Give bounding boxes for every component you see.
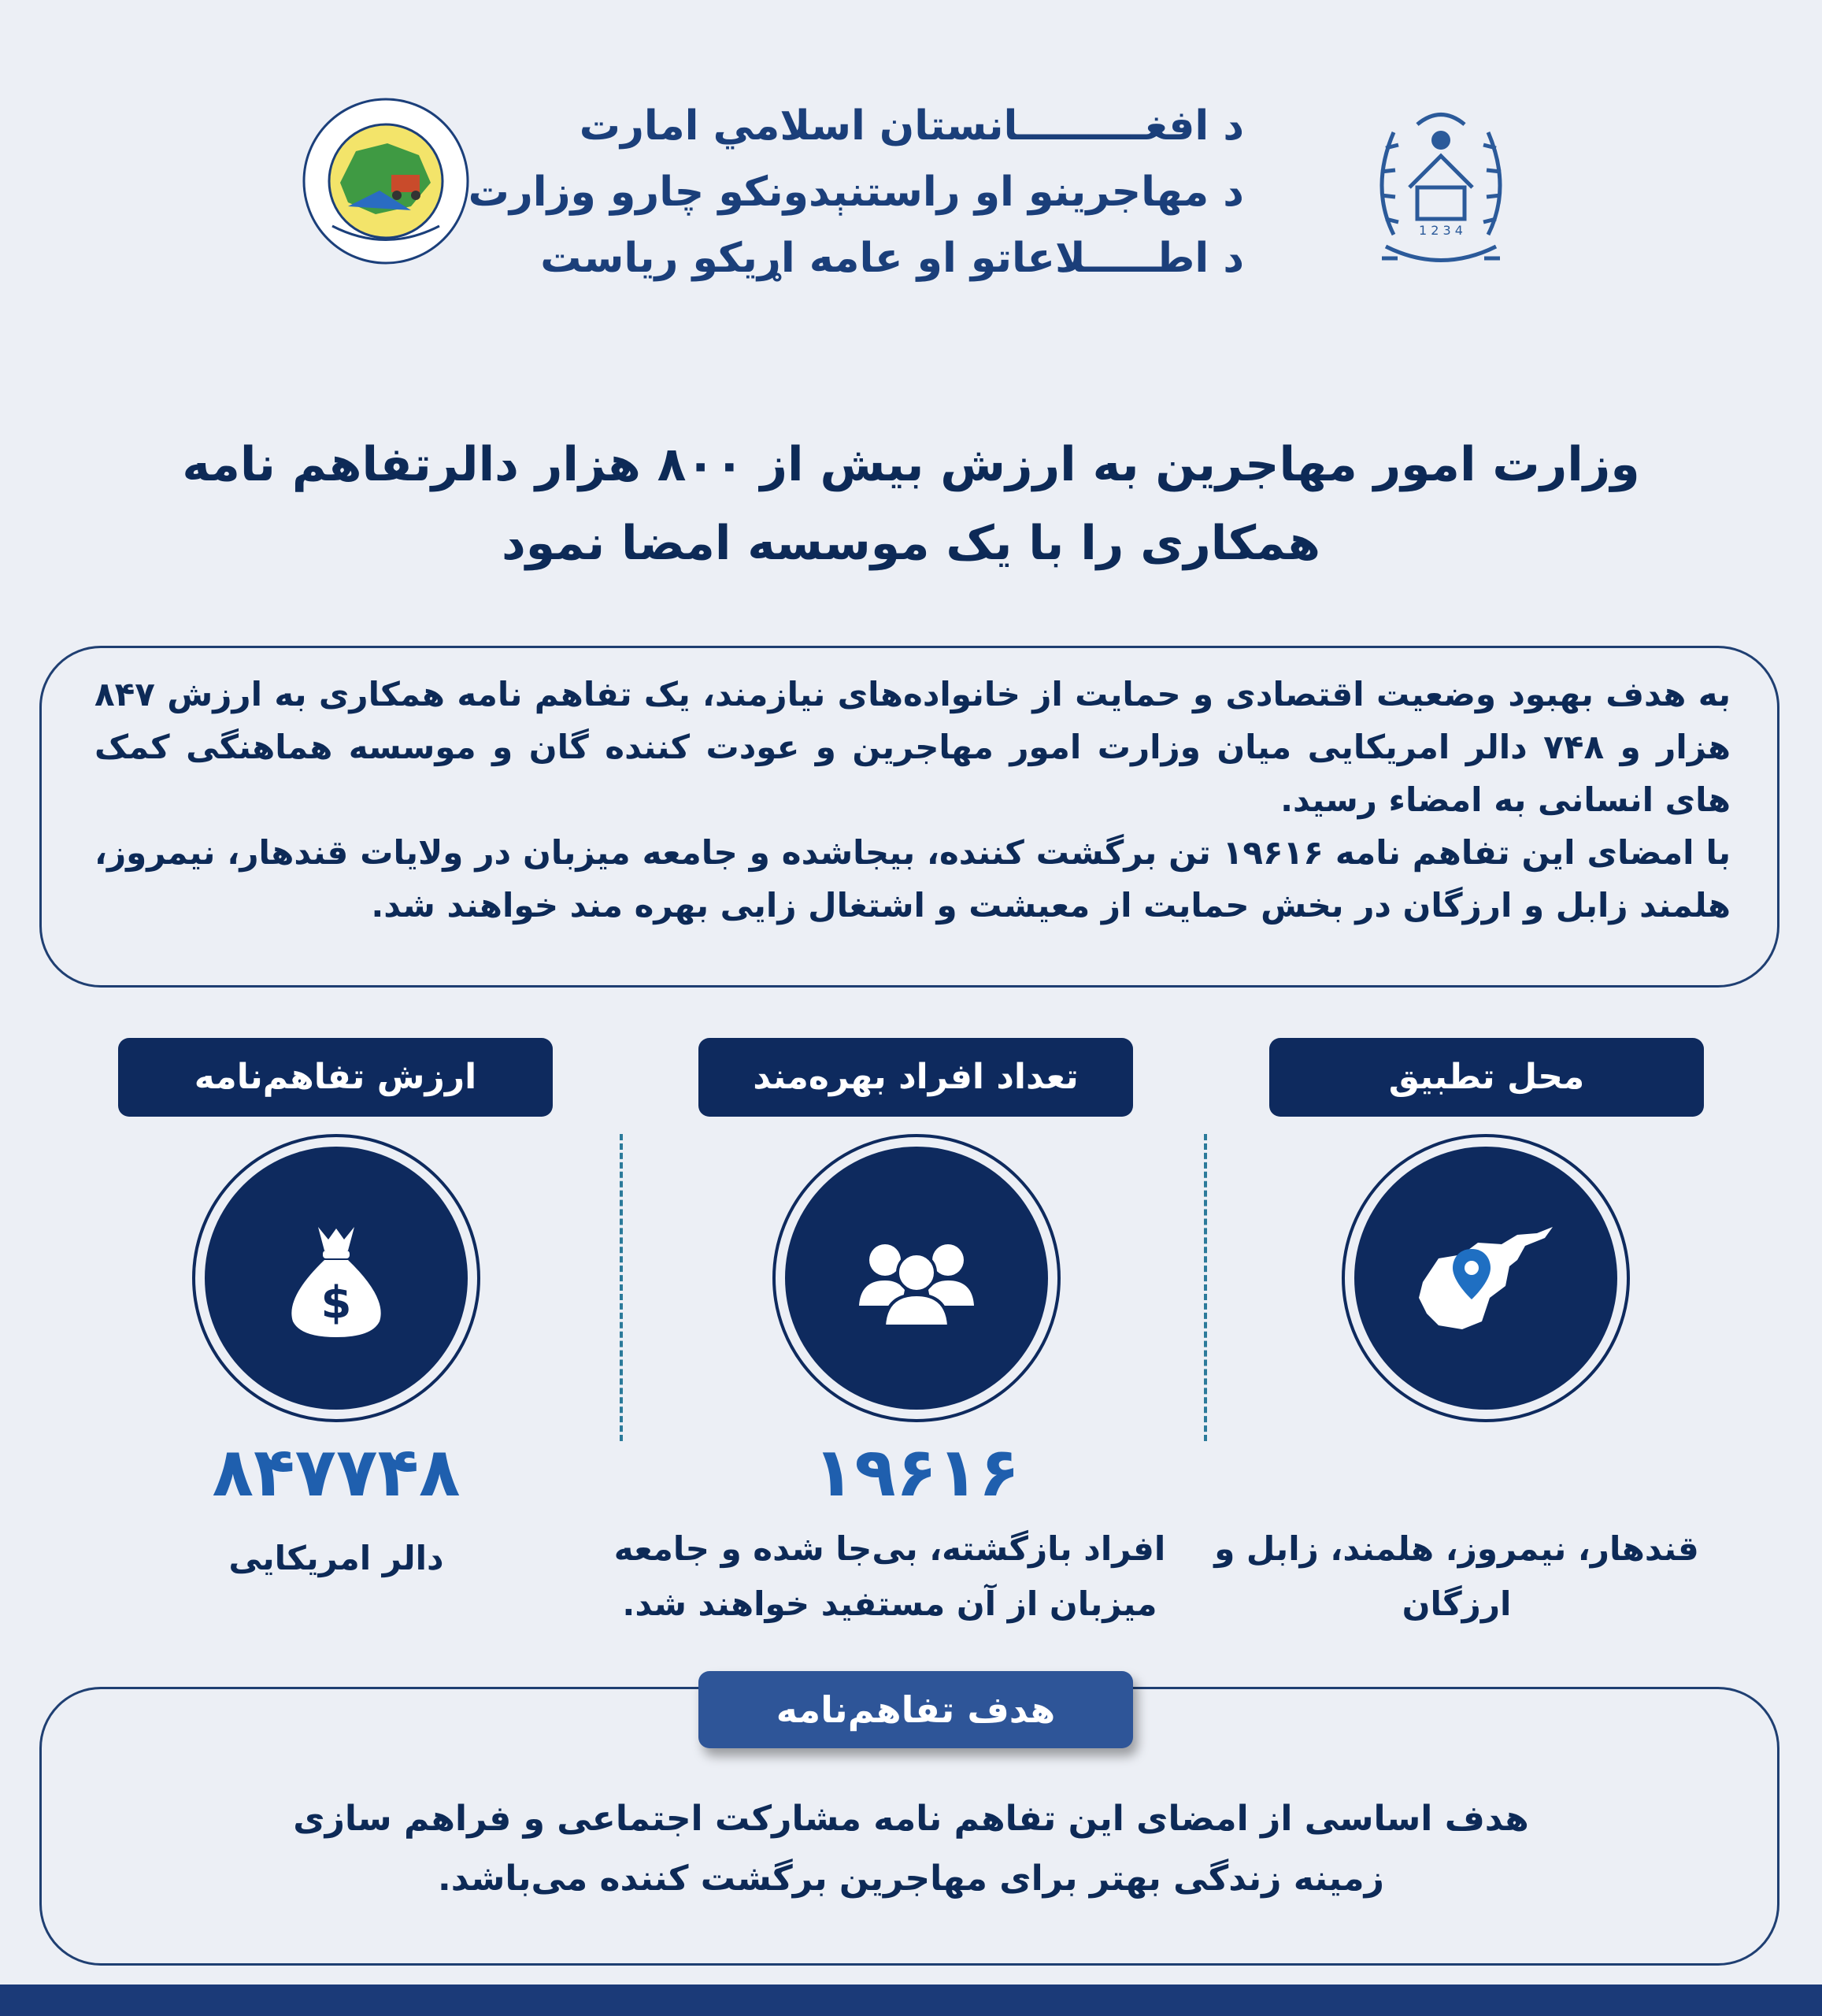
header-text-block xyxy=(468,93,1244,291)
caption-line: ارزگان xyxy=(1402,1584,1512,1623)
goal-line: هدف اساسی از امضای این تفاهم نامه مشارکت اجتماعی و فراهم سازی xyxy=(293,1799,1529,1839)
agreement-value-number: ۸۴۷۷۴۸ xyxy=(212,1433,461,1512)
afghanistan-map-pin-icon xyxy=(1407,1211,1565,1345)
intro-paragraph: به هدف بهبود وضعیت اقتصادی و حمایت از خانواده‌های نیازمند، یک تفاهم نامه همکاری به ارزش ۸۴۷ هزار و ۷۴۸ دالر امریکایی میان وزارت امور مهاجرین و عودت کننده گان و موسسه هماهنگی کمک های انسانی به امضاء رسید. xyxy=(94,675,1731,819)
goal-text xyxy=(236,1789,1586,1909)
ministry-logo xyxy=(301,96,471,266)
value-circle xyxy=(192,1134,480,1422)
value-caption: دالر امریکایی xyxy=(228,1539,444,1577)
divider xyxy=(1204,1134,1207,1441)
location-circle xyxy=(1342,1134,1630,1422)
beneficiaries-caption xyxy=(606,1521,1173,1632)
money-bag-icon xyxy=(269,1211,403,1345)
header-line: د افغـــــــــانستان اسلامي امارت xyxy=(579,102,1244,150)
divider xyxy=(620,1134,623,1441)
title-line: وزارت امور مهاجرین به ارزش بیش از ۸۰۰ هزار دالرتفاهم نامه xyxy=(182,437,1640,492)
intro-text xyxy=(94,668,1731,932)
goal-title: هدف تفاهم‌نامه xyxy=(698,1671,1133,1748)
people-group-icon xyxy=(850,1211,983,1345)
footer-bar xyxy=(0,1984,1822,2016)
location-caption xyxy=(1197,1521,1716,1632)
beneficiaries-number: ۱۹۶۱۶ xyxy=(813,1433,1020,1512)
title-line: همکاری را با یک موسسه امضا نمود xyxy=(502,516,1320,571)
beneficiaries-circle xyxy=(772,1134,1061,1422)
goal-line: زمینه زندگی بهتر برای مهاجرین برگشت کننده می‌باشد. xyxy=(438,1858,1384,1899)
value-label: ارزش تفاهم‌نامه xyxy=(118,1038,553,1117)
intro-paragraph: با امضای این تفاهم نامه ۱۹۶۱۶ تن برگشت کننده، بیجاشده و جامعه میزبان در ولایات قندهار، نیمروز، هلمند زابل و ارزگان در بخش حمایت از معیشت و اشتغال زایی بهره مند خواهند شد. xyxy=(94,833,1731,925)
header-line: د اطـــــلاعاتو او عامه اړيکو رياست xyxy=(540,235,1244,282)
caption-line: افراد بازگشته، بی‌جا شده و جامعه xyxy=(613,1529,1166,1568)
caption-line: میزبان از آن مستفید خواهند شد. xyxy=(622,1584,1157,1623)
page-title xyxy=(157,425,1665,583)
header-line: د مهاجرينو او راستنېدونکو چارو وزارت xyxy=(468,169,1244,216)
svg-text:$: $ xyxy=(320,1277,352,1329)
svg-text:1 2 3 4: 1 2 3 4 xyxy=(1419,223,1463,238)
location-label: محل تطبیق xyxy=(1269,1038,1704,1117)
beneficiaries-label: تعداد افراد بهره‌مند xyxy=(698,1038,1133,1117)
caption-line: قندهار، نیمروز، هلمند، زابل و xyxy=(1214,1529,1699,1568)
emblem-icon xyxy=(1362,101,1520,282)
